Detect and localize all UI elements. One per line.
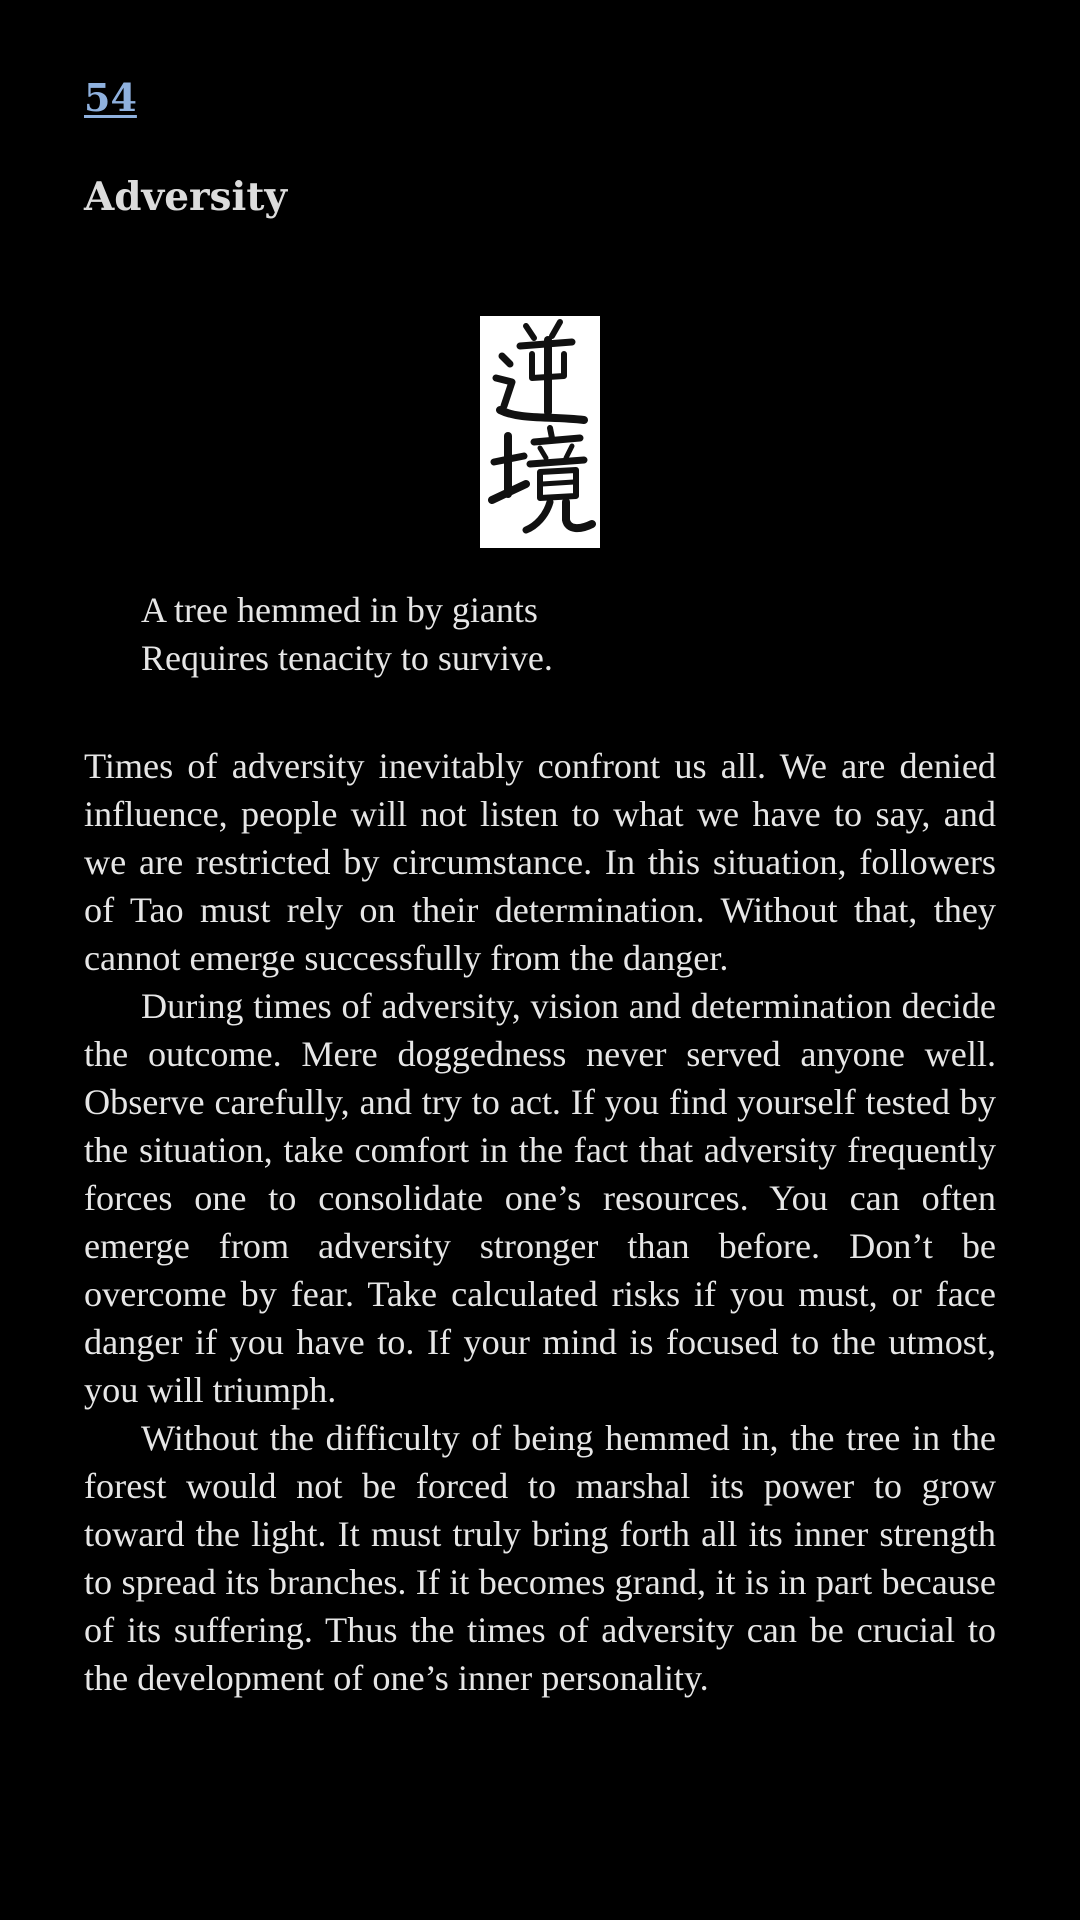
calligraphy-adversity-icon [480,316,600,548]
body-paragraph-1: Times of adversity inevitably confront us all. We are denied influence, people will not listen to what we have to say, and we are restricted by circumstance. In this situation, followers of Tao must rely on their determination. Without that, they cannot emerge successfully from the danger. [84,746,996,978]
epigraph-line-2: Requires tenacity to survive. [141,638,553,678]
epigraph-line-1: A tree hemmed in by giants [141,590,538,630]
chapter-number-link[interactable]: 54 [84,75,137,120]
chapter-body [84,742,996,1702]
body-paragraph-2: During times of adversity, vision and determination decide the outcome. Mere doggedness never served anyone well. Observe carefully, and try to act. If you find yourself tested by the situation, take comfort in the fact that adversity frequently forces one to consolidate one’s resources. You can often emerge from adversity stronger than before. Don’t be overcome by fear. Take calculated risks if you must, or face danger if you have to. If your mind is focused to the utmost, you will triumph. [84,986,996,1410]
body-paragraph-3: Without the difficulty of being hemmed in, the tree in the forest would not be forced to marshal its power to grow toward the light. It must truly bring forth all its inner strength to spread its branches. If it becomes grand, it is in part because of its suffering. Thus the times of adversity can be crucial to the development of one’s inner personality. [84,1418,996,1698]
chapter-title: Adversity [84,174,287,220]
epigraph [141,586,553,682]
